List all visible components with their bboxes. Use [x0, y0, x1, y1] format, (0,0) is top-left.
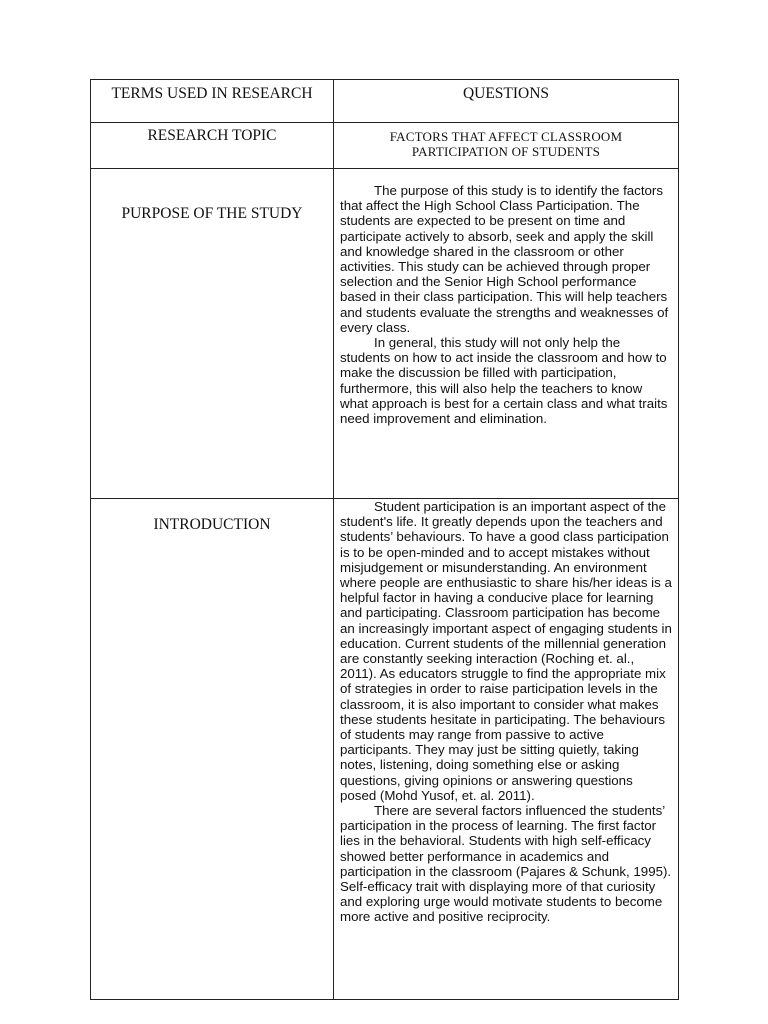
purpose-paragraph-2: In general, this study will not only help the students on how to act inside the classroom and how to make the discussion be filled with participation, furthermore, this will also help the teachers to know what approach is best for a certain class and what traits need improvement and elimination.	[340, 335, 668, 427]
header-questions-cell: QUESTIONS	[334, 80, 679, 123]
research-topic-text: FACTORS THAT AFFECT CLASSROOM PARTICIPATION OF STUDENTS	[389, 129, 623, 159]
introduction-paragraph-1: Student participation is an important aspect of the student's life. It greatly depends upon the teachers and students’ behaviours. To have a good class participation is to be open-minded and to accept mistakes without misjudgement or misunderstanding. An environment where people are enthusiastic to share his/her ideas is a helpful factor in having a conducive place for learning and participating. Classroom participation has become an increasingly important aspect of engaging students in education. Current students of the millennial generation are constantly seeking interaction (Roching et. al., 2011). As educators struggle to find the appropriate mix of strategies in order to raise participation levels in the classroom, it is also important to consider what makes these students hesitate in participating. The behaviours of students may range from passive to active participants. They may just be sitting quietly, taking notes, listening, doing something else or asking questions, giving opinions or answering questions posed (Mohd Yusof, et. al. 2011).	[340, 499, 672, 803]
introduction-label: INTRODUCTION	[91, 499, 334, 1000]
table-header-row	[91, 80, 679, 123]
introduction-cell	[334, 499, 679, 1000]
header-terms-cell: TERMS USED IN RESEARCH	[91, 80, 334, 123]
purpose-cell	[334, 169, 679, 499]
table-row	[91, 123, 679, 169]
research-topic-label: RESEARCH TOPIC	[91, 123, 334, 169]
purpose-label: PURPOSE OF THE STUDY	[91, 169, 334, 499]
table-row	[91, 499, 679, 1000]
introduction-paragraph-2: There are several factors influenced the students’ participation in the process of learning. The first factor lies in the behavioral. Students with high self-efficacy showed better performance in academics and participation in the classroom (Pajares & Schunk, 1995). Self-efficacy trait with displaying more of that curiosity and exploring urge would motivate students to become more active and positive reciprocity.	[340, 803, 672, 925]
research-terms-table	[90, 79, 679, 1000]
research-topic-value	[334, 123, 679, 169]
introduction-body	[334, 499, 678, 925]
table-row	[91, 169, 679, 499]
purpose-body	[334, 169, 678, 426]
purpose-paragraph-1: The purpose of this study is to identify the factors that affect the High School Class Participation. The students are expected to be present on time and participate actively to absorb, seek and apply the skill and knowledge shared in the classroom or other activities. This study can be achieved through proper selection and the Senior High School performance based in their class participation. This will help teachers and students evaluate the strengths and weaknesses of every class.	[340, 183, 669, 335]
